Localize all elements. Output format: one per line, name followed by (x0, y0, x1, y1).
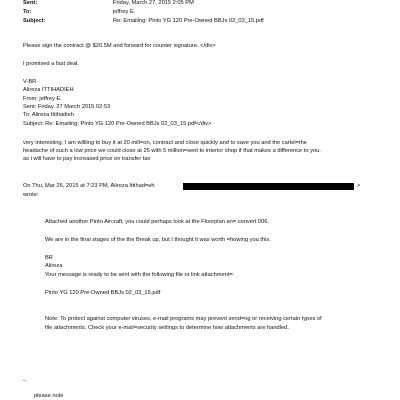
redaction-bar (183, 183, 354, 190)
quote-wrote: wrote: (23, 192, 39, 198)
offer-line-3: as i will have to pay increased price on transfer tax (23, 156, 151, 162)
quoted-br: BR (45, 255, 53, 261)
offer-line-2: headache of such a low price we could close at 25 with 5 million=sent to interior shop if that makes a difference to you. (23, 148, 321, 154)
antivirus-note-2: file attachments. Check your e-mail=security settings to determine how attachments are handled. (45, 325, 289, 331)
quote-attribution-end: > (357, 183, 361, 189)
quote-attribution: On Thu, Mar 26, 2015 at 7:23 PM, Alireza Ittihad=eh (23, 183, 155, 189)
body-paragraph-2: I promised a fast deal. (23, 61, 79, 67)
quoted-name: Alireza (45, 263, 63, 269)
offer-line-1: very interesting, I am willling to buy it at 20 mill=on, contract and close quickly and to save you and the cartel=the (23, 140, 307, 146)
sent-label: Sent: (23, 0, 38, 6)
subject-value: Re: Emailing: Pinto YG 120 Pre-Owned BBJs 02_03_15.pdf (113, 18, 264, 24)
signature-name: Alireza ITTIHADIEH (23, 87, 74, 93)
forwarded-sent: Sent: Friday, 27 March 2015 02:53 (23, 104, 111, 110)
quoted-paragraph-2: We are in the final stages of the the Break up, but I thought it was worth =howing you this. (45, 237, 271, 243)
sent-value: Friday, March 27, 2015 2:05 PM (113, 0, 194, 6)
to-value: jeffrey E. (113, 9, 136, 15)
antivirus-note-1: Note: To protect against computer viruses, e-mail programs may prevent send=ng or receiving certain types of (45, 316, 322, 322)
body-paragraph-1: Please sign the contract @ $20.5M and forward for counter signature. </div> (23, 43, 216, 49)
signature-initials: V-BR (23, 79, 37, 85)
separator-dashes: -- (23, 378, 27, 384)
attachment-filename: Pinto YG 120 Pre-Owned BBJs 02_03_15.pdf (45, 290, 161, 296)
quoted-paragraph-1: Attached another Pinto Aircraft, you could perhaps look at the Floorplan an= convert 006. (45, 219, 270, 225)
forwarded-to: To: Alireza Ittihadieh (23, 112, 74, 118)
to-label: To: (23, 9, 32, 15)
subject-label: Subject: (23, 18, 46, 24)
forwarded-subject: Subject: Re: Emailing: Pinto YG 120 Pre-Owned BBJs 02_03_15.pdf</div> (23, 121, 212, 127)
quoted-ready-message: Your message is ready to be sent with the following file or link attachment=: (45, 272, 235, 278)
forwarded-from: From: jeffrey E. (23, 96, 62, 102)
please-note: please note (34, 393, 64, 399)
